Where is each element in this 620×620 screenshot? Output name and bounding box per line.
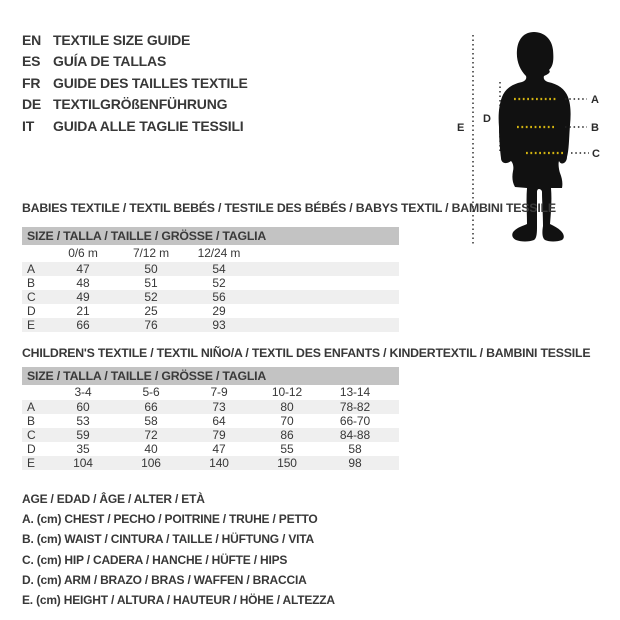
row-label: E — [27, 318, 35, 332]
table-row — [22, 442, 399, 456]
figure-label-d: D — [483, 113, 491, 125]
lang-row-en — [22, 30, 248, 51]
figure-label-c: C — [592, 148, 600, 160]
row-label: C — [27, 428, 36, 442]
babies-size-header-bar: SIZE / TALLA / TAILLE / GRÖSSE / TAGLIA — [22, 227, 399, 245]
lang-title: GUÍA DE TALLAS — [53, 53, 167, 70]
table-row — [22, 456, 399, 470]
cell: 66-70 — [339, 414, 371, 428]
table-row — [22, 262, 399, 276]
lang-code: FR — [22, 74, 41, 91]
lang-code: EN — [22, 32, 42, 48]
cell: 93 — [212, 318, 226, 332]
lang-code: IT — [22, 117, 35, 134]
table-row — [22, 318, 399, 332]
babies-col-7-12m: 7/12 m — [132, 246, 170, 260]
column-spacer — [22, 385, 49, 400]
cell: 25 — [144, 304, 158, 318]
table-row — [22, 276, 399, 290]
babies-col-0-6m: 0/6 m — [68, 246, 98, 260]
babies-size-table — [22, 227, 399, 332]
cell: 60 — [76, 400, 90, 414]
cell: 54 — [212, 262, 226, 276]
row-label: E — [27, 456, 35, 470]
cell: 72 — [144, 428, 158, 442]
cell: 86 — [280, 428, 294, 442]
cell: 58 — [144, 414, 158, 428]
table-row — [22, 414, 399, 428]
cell: 53 — [76, 414, 90, 428]
lang-code: ES — [22, 53, 41, 70]
row-label: D — [27, 442, 36, 456]
row-label: B — [27, 276, 35, 290]
children-col-7-9: 7-9 — [210, 385, 228, 399]
cell: 66 — [76, 318, 90, 332]
cell: 66 — [144, 400, 158, 414]
cell: 84-88 — [339, 428, 371, 442]
legend-age-line: AGE / EDAD / ÂGE / ALTER / ETÀ — [22, 492, 205, 506]
children-size-header-bar: SIZE / TALLA / TAILLE / GRÖSSE / TAGLIA — [22, 367, 399, 385]
children-size-table — [22, 367, 399, 470]
cell: 35 — [76, 442, 90, 456]
cell: 29 — [212, 304, 226, 318]
cell: 80 — [280, 400, 294, 414]
lang-code: DE — [22, 96, 42, 113]
legend-height-line: E. (cm) HEIGHT / ALTURA / HAUTEUR / HÖHE / ALTEZZA — [22, 592, 335, 607]
row-label: A — [27, 262, 35, 276]
column-spacer — [22, 245, 49, 262]
table-row — [22, 304, 399, 318]
lang-row-fr — [22, 73, 248, 94]
figure-label-b: B — [591, 122, 599, 134]
cell: 79 — [212, 428, 226, 442]
cell: 21 — [76, 304, 90, 318]
child-silhouette-diagram — [450, 20, 610, 250]
cell: 52 — [144, 290, 158, 304]
children-column-header-row — [22, 385, 399, 400]
cell: 48 — [76, 276, 90, 290]
cell: 58 — [348, 442, 362, 456]
legend-arm-line: D. (cm) ARM / BRAZO / BRAS / WAFFEN / BRACCIA — [22, 572, 307, 587]
row-label: C — [27, 290, 36, 304]
cell: 55 — [280, 442, 294, 456]
cell: 40 — [144, 442, 158, 456]
babies-col-12-24m: 12/24 m — [197, 246, 241, 260]
cell: 140 — [209, 456, 229, 470]
lang-title: TEXTILGRÖßENFÜHRUNG — [53, 96, 228, 113]
lang-row-de — [22, 94, 248, 115]
row-label: A — [27, 400, 35, 414]
measurement-figure — [450, 20, 610, 250]
cell: 150 — [277, 456, 297, 470]
figure-label-e: E — [457, 122, 465, 134]
row-label: D — [27, 304, 36, 318]
cell: 49 — [76, 290, 90, 304]
cell: 52 — [212, 276, 226, 290]
cell: 47 — [212, 442, 226, 456]
cell: 73 — [212, 400, 226, 414]
children-section-title: CHILDREN'S TEXTILE / TEXTIL NIÑO/A / TEXTIL DES ENFANTS / KINDERTEXTIL / BAMBINI TESSILE — [22, 346, 591, 360]
cell: 76 — [144, 318, 158, 332]
children-col-3-4: 3-4 — [74, 385, 92, 399]
measurement-legend — [22, 489, 335, 610]
babies-column-header-row — [22, 245, 399, 262]
table-row — [22, 428, 399, 442]
cell: 78-82 — [339, 400, 371, 414]
cell: 64 — [212, 414, 226, 428]
cell: 104 — [73, 456, 93, 470]
row-label: B — [27, 414, 35, 428]
figure-label-a: A — [591, 94, 599, 106]
cell: 98 — [348, 456, 362, 470]
cell: 70 — [280, 414, 294, 428]
babies-section-title: BABIES TEXTILE / TEXTIL BEBÉS / TESTILE DES BÉBÉS / BABYS TEXTIL / BAMBINI TESSILE — [22, 201, 556, 215]
legend-waist-line: B. (cm) WAIST / CINTURA / TAILLE / HÜFTUNG / VITA — [22, 532, 314, 547]
table-row — [22, 290, 399, 304]
lang-row-it — [22, 116, 248, 137]
legend-chest-line: A. (cm) CHEST / PECHO / POITRINE / TRUHE / PETTO — [22, 512, 318, 527]
cell: 50 — [144, 262, 158, 276]
cell: 56 — [212, 290, 226, 304]
cell: 51 — [144, 276, 158, 290]
children-col-5-6: 5-6 — [142, 385, 160, 399]
lang-title: TEXTILE SIZE GUIDE — [53, 32, 191, 48]
children-col-13-14: 13-14 — [339, 385, 371, 399]
lang-title: GUIDE DES TAILLES TEXTILE — [53, 74, 248, 91]
lang-row-es — [22, 51, 248, 72]
cell: 47 — [76, 262, 90, 276]
legend-hip-line: C. (cm) HIP / CADERA / HANCHE / HÜFTE / HIPS — [22, 552, 288, 567]
language-title-list — [22, 30, 248, 137]
children-col-10-12: 10-12 — [271, 385, 303, 399]
table-row — [22, 400, 399, 414]
cell: 59 — [76, 428, 90, 442]
lang-title: GUIDA ALLE TAGLIE TESSILI — [53, 117, 244, 134]
cell: 106 — [141, 456, 161, 470]
